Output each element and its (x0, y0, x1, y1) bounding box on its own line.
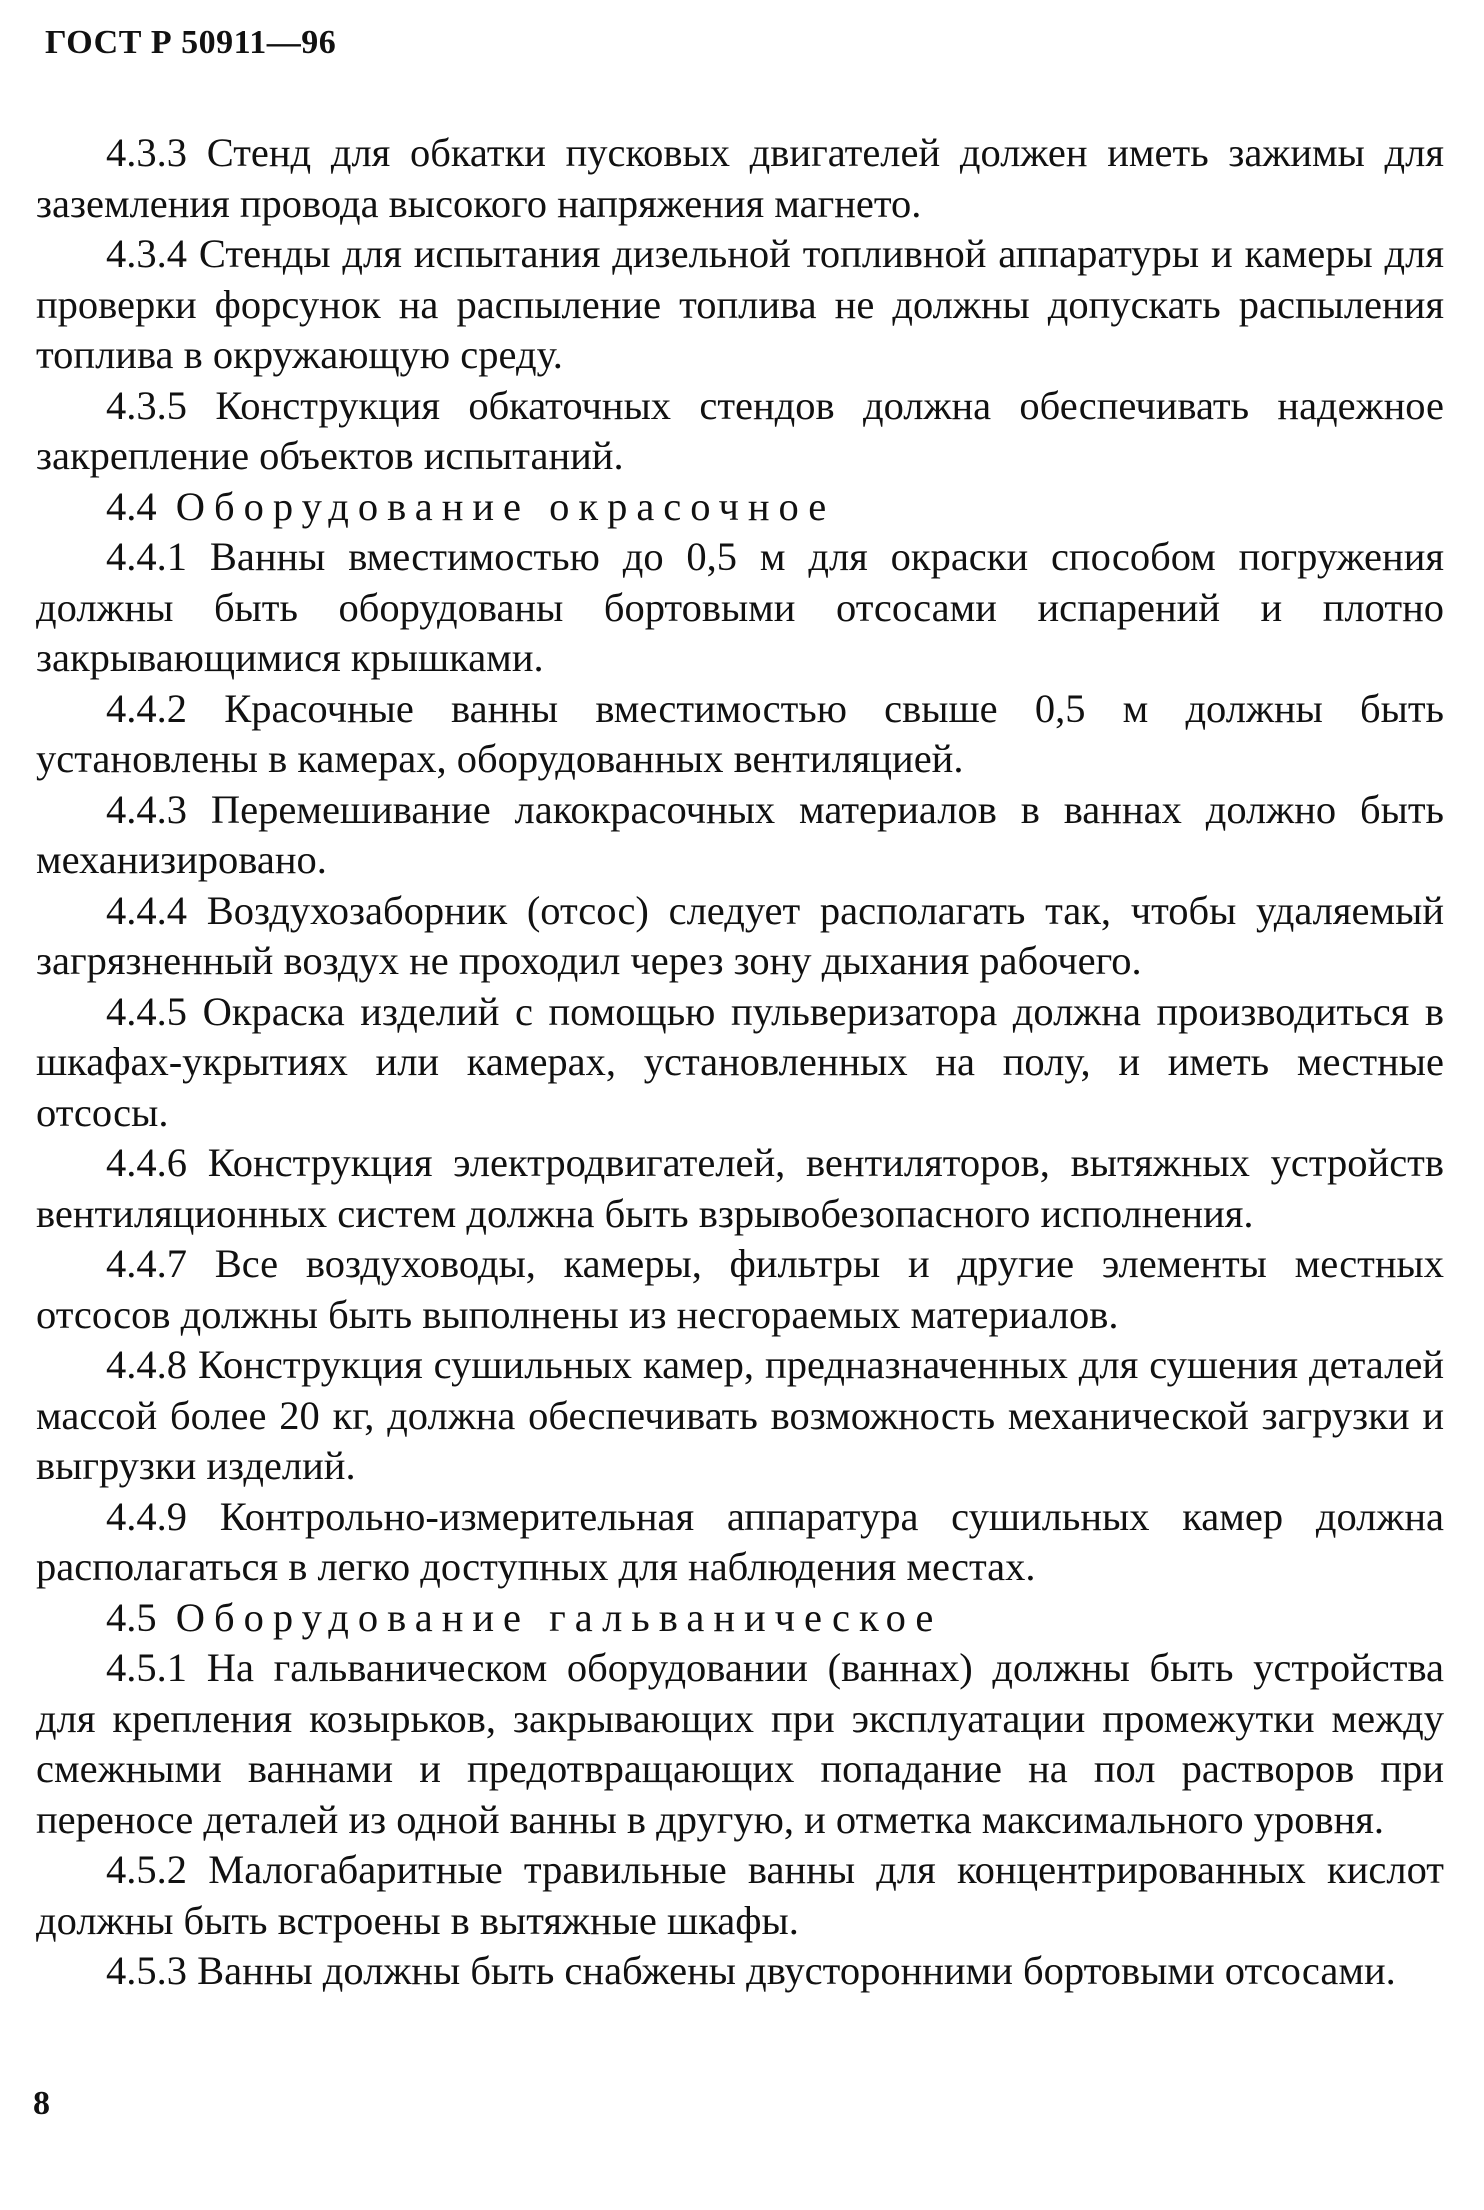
clause-number: 4.4.8 (106, 1342, 187, 1387)
clause-text: На гальваническом оборудовании (ваннах) должны быть устройства для крепления козырьков, закрывающих при эксплуатации промежутки между смежными ваннами и предотвращающих попадание на пол растворов при переносе деталей из одной ванны в другую, и отметка максимального уровня. (36, 1645, 1445, 1842)
section-title: Оборудование окрасочное (175, 483, 836, 529)
clause-4-4-1 (36, 532, 1444, 684)
clause-text: Стенд для обкатки пусковых двигателей должен иметь зажимы для заземления провода высокого напряжения магнето. (36, 130, 1444, 226)
clause-4-5-3 (36, 1946, 1444, 1997)
clause-4-4-5 (36, 987, 1444, 1139)
clause-4-5-1 (36, 1643, 1444, 1845)
clause-text: Окраска изделий с помощью пульверизатора должна производиться в шкафах-укрытиях или камерах, установленных на полу, и иметь местные отсосы. (36, 988, 1445, 1135)
clause-number: 4.5.1 (106, 1645, 187, 1690)
clause-number: 4.4.4 (106, 887, 187, 933)
clause-4-4-7 (36, 1239, 1444, 1340)
clause-4-3-4 (36, 229, 1444, 381)
clause-number: 4.4.6 (106, 1140, 187, 1185)
clause-text: Перемешивание лакокрасочных материалов в ваннах должно быть механизировано. (36, 786, 1445, 882)
clause-text: Конструкция электродвигателей, вентиляторов, вытяжных устройств вентиляционных систем должна быть взрывобезопасного исполнения. (36, 1140, 1444, 1236)
clause-number: 4.3.3 (106, 130, 187, 175)
clause-number: 4.5.2 (106, 1847, 187, 1892)
clause-text: Красочные ванны вместимостью свыше 0,5 м должны быть установлены в камерах, оборудованных вентиляцией. (36, 685, 1445, 781)
clause-number: 4.3.5 (106, 382, 187, 428)
clause-text: Стенды для испытания дизельной топливной аппаратуры и камеры для проверки форсунок на распыление топлива не должны допускать распыления топлива в окружающую среду. (36, 231, 1444, 377)
section-heading-4-4 (36, 482, 1444, 533)
clause-text: Ванны должны быть снабжены двусторонними бортовыми отсосами. (197, 1948, 1396, 1993)
clause-4-3-3 (36, 128, 1444, 229)
clause-text: Воздухозаборник (отсос) следует располагать так, чтобы удаляемый загрязненный воздух не проходил через зону дыхания рабочего. (36, 887, 1444, 983)
clause-number: 4.4.2 (106, 685, 187, 731)
clause-text: Ванны вместимостью до 0,5 м для окраски способом погружения должны быть оборудованы бортовыми отсосами испарений и плотно закрывающимися крышками. (36, 534, 1445, 680)
clause-number: 4.4.3 (106, 786, 187, 832)
clause-text: Малогабаритные травильные ванны для концентрированных кислот должны быть встроены в вытяжные шкафы. (36, 1847, 1444, 1943)
clause-number: 4.4.9 (106, 1493, 187, 1539)
section-number: 4.4 (106, 483, 157, 529)
clause-number: 4.4.1 (106, 534, 187, 579)
clause-text: Все воздуховоды, камеры, фильтры и другие элементы местных отсосов должны быть выполнены из несгораемых материалов. (36, 1241, 1444, 1337)
clause-4-4-2 (36, 684, 1444, 785)
clause-4-5-2 (36, 1845, 1444, 1946)
clause-4-4-8 (36, 1340, 1444, 1492)
section-number: 4.5 (106, 1594, 157, 1640)
document-body (36, 128, 1444, 1997)
clause-4-4-4 (36, 886, 1444, 987)
clause-4-3-5 (36, 381, 1444, 482)
clause-number: 4.5.3 (106, 1948, 187, 1993)
clause-4-4-6 (36, 1138, 1444, 1239)
clause-text: Конструкция обкаточных стендов должна обеспечивать надежное закрепление объектов испытаний. (36, 382, 1445, 478)
clause-text: Контрольно-измерительная аппаратура сушильных камер должна располагаться в легко доступных для наблюдения местах. (36, 1493, 1444, 1589)
standard-code-header: ГОСТ Р 50911—96 (45, 24, 337, 61)
section-title: Оборудование гальваническое (175, 1594, 943, 1640)
section-heading-4-5 (36, 1593, 1444, 1644)
clause-number: 4.4.5 (106, 988, 187, 1034)
clause-text: Конструкция сушильных камер, предназначенных для сушения деталей массой более 20 кг, должна обеспечивать возможность механической загрузки и выгрузки изделий. (36, 1342, 1444, 1488)
clause-4-4-3 (36, 785, 1444, 886)
page-number: 8 (33, 2085, 50, 2122)
clause-4-4-9 (36, 1492, 1444, 1593)
clause-number: 4.3.4 (106, 231, 187, 276)
clause-number: 4.4.7 (106, 1241, 187, 1286)
